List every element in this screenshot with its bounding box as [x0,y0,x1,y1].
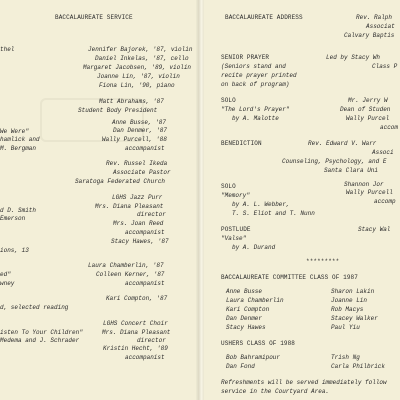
committee-member: Anne Busse [226,288,263,295]
program-note: recite prayer printed [221,72,297,79]
program-item: SOLO [221,183,236,190]
officiant-line: Shannon Jor [344,181,384,188]
left-line: hamlick and [0,136,40,143]
program-item: POSTLUDE [221,226,251,233]
usher-name: Bob Bahramipour [226,354,281,361]
committee-member: Joanne Lin [331,297,368,304]
performer-role: accompanist [125,354,165,361]
page-fold [196,0,204,400]
performer-line: Kristin Hecht, '89 [103,345,168,352]
program-item: BENEDICTION [221,140,262,147]
committee-member: Sharon Lakin [331,288,375,295]
committee-member: Kari Compton [226,306,270,313]
program-note: on back of program) [221,81,290,88]
left-line: We Were" [0,128,29,135]
performer-line: Anne Busse, '87 [112,119,167,126]
performer-role: Student Body President [78,107,158,114]
performer-line: Jennifer Bajorek, '87, violin [88,46,193,53]
officiant-role: Calvary Baptis [344,32,395,39]
performer-line: Wally Purcell, '88 [102,136,167,143]
officiant-role: Santa Clara Uni [324,167,379,174]
officiant-line: Rev. Ralph [356,14,393,21]
performer-line: Rev. Russel Ikeda [106,160,168,167]
performer-role: director [137,337,166,344]
left-line: Emerson [0,215,26,222]
officiant-line: Led by Stacy Wh [326,54,381,61]
performer-line: Kari Compton, '87 [106,295,168,302]
left-line: d D. Smith [0,207,37,214]
officiant-line: Rev. Edward V. Warr [308,140,377,147]
left-line: ions, 13 [0,247,29,254]
officiant-role: Dean of Studen [340,106,391,113]
officiant-line: Mr. Jerry W [348,97,388,104]
officiant-line: Stacy Wal [358,226,391,233]
performer-line: LGHS Jazz Purr [112,194,163,201]
committee-member: Dan Denmer [226,315,263,322]
performer-role: director [137,211,166,218]
committee-member: Laura Chamberlin [226,297,284,304]
left-header: BACCALAUREATE SERVICE [55,14,133,21]
program-note: "Memory" [221,192,250,199]
performer-role: Saratoga Federated Church [75,178,166,185]
officiant-line: Wally Purcel [346,115,390,122]
performer-line: Margaret Jacobsen, '89, violin [83,64,192,71]
left-line: ed" [0,271,11,278]
committee-member: Rob Macys [331,306,364,313]
program-note: "Valse" [221,235,247,242]
performer-line: Mrs. Joan Reed [113,220,164,227]
performer-line: Laura Chamberlin, '87 [88,262,164,269]
program-note: "The Lord's Prayer" [221,106,290,113]
program-item: SENIOR PRAYER [221,54,270,61]
committee-member: Stacey Walker [331,315,378,322]
program-note: by A. Malotte [232,115,279,122]
committee-member: Stacy Hawes [226,324,266,331]
performer-line: Mrs. Diana Pleasant [102,329,171,336]
refreshments-note: service in the Courtyard Area. [221,388,330,395]
committee-heading: BACCALAUREATE COMMITTEE CLASS OF 1987 [221,274,358,281]
left-line: wney [0,280,15,287]
officiant-line: Wally Purcell [346,189,393,196]
officiant-role: Class P [372,63,398,70]
performer-role: accompanist [125,145,165,152]
usher-name: Trish Ng [331,354,360,361]
left-line: isten To Your Children" [0,329,83,336]
performer-line: Stacy Hawes, '87 [111,238,169,245]
performer-line: Mrs. Diana Pleasant [95,203,164,210]
program-item: SOLO [221,97,236,104]
officiant-role: Counseling, Psychology, and E [282,158,387,165]
officiant-role: accomp [374,198,396,205]
usher-name: Dan Fond [226,363,255,370]
program-note: (Seniors stand and [221,63,286,70]
program-note: by A. L. Webber, [232,201,290,208]
right-header: BACCALAUREATE ADDRESS [225,14,303,21]
left-line: M. Bergman [0,145,37,152]
officiant-role: Associat [366,23,395,30]
left-line: d, selected reading [0,304,69,311]
program-note: by A. Durand [232,244,276,251]
committee-member: Paul Yiu [331,324,360,331]
performer-role: accompanist [125,229,165,236]
performer-line: LGHS Concert Choir [103,320,168,327]
ushers-heading: USHERS CLASS OF 1988 [221,340,296,347]
usher-name: Carla Philbrick [331,363,386,370]
performer-role: Associate Pastor [113,169,171,176]
performer-line: Dan Denmer, '87 [113,127,168,134]
performer-line: Fiona Lin, '90, piano [99,82,175,89]
left-line: thel [0,46,15,53]
program-note: T. S. Eliot and T. Nunn [232,210,315,217]
performer-line: Colleen Kerner, '87 [96,271,165,278]
performer-role: accompanist [125,280,165,287]
officiant-role: Associ [372,149,394,156]
officiant-role: accom [380,124,399,131]
performer-line: Daniel Inkelas, '87, cello [95,55,189,62]
left-line: Medema and J. Schrader [0,337,80,344]
performer-line: Matt Abrahams, '87 [99,98,164,105]
section-divider: ********* [306,258,340,265]
refreshments-note: Refreshments will be served immediately follow [221,379,387,386]
performer-line: Joanne Lin, '87, violin [97,73,180,80]
